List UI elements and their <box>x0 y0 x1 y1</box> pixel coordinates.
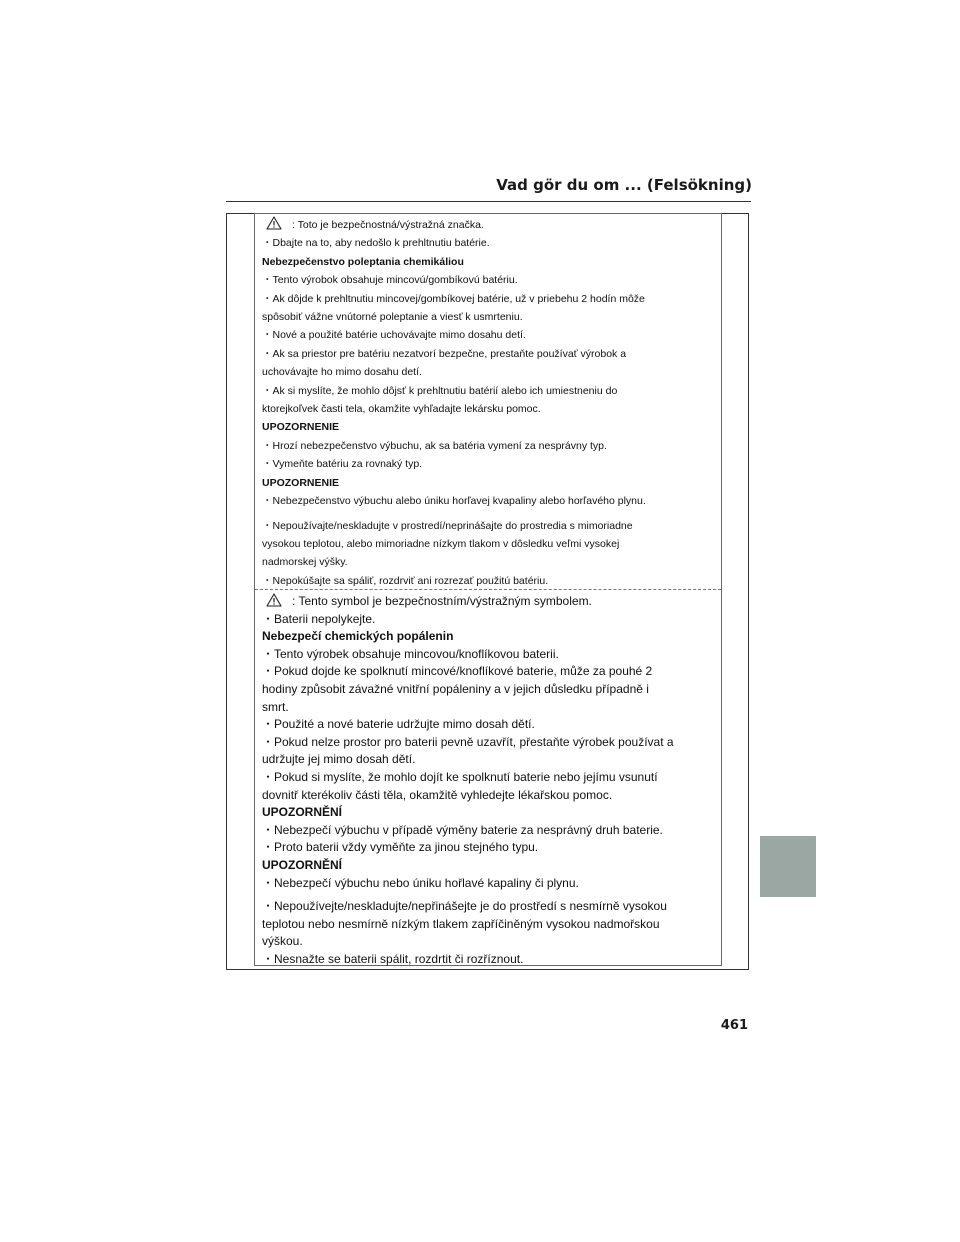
text-line: smrt. <box>262 699 289 714</box>
text-line: ・Nepoužívejte/neskladujte/nepřinášejte je do prostředí s nesmírně vysokou <box>262 899 667 914</box>
section-heading: UPOZORNENIE <box>262 421 340 434</box>
text-line: udržujte jej mimo dosah dětí. <box>262 752 416 767</box>
text-line: ・Pokud nelze prostor pro baterii pevně uzavřít, přestaňte výrobek používat a <box>262 734 674 749</box>
text-line: výškou. <box>262 934 303 949</box>
text-line: spôsobiť vážne vnútorné poleptanie a viesť k usmrteniu. <box>262 311 523 324</box>
czech-lines <box>262 611 714 893</box>
page-number: 461 <box>720 1018 748 1033</box>
text-line: ・Nesnažte se baterii spálit, rozdrtit či rozříznout. <box>262 951 524 966</box>
text-line: ・Tento výrobok obsahuje mincovú/gombíkovú batériu. <box>262 274 518 287</box>
text-line: ・Pokud si myslíte, že mohlo dojít ke spolknutí baterie nebo jejímu vsunutí <box>262 769 658 784</box>
section-heading: Nebezpečí chemických popálenin <box>262 629 454 644</box>
czech-lines-2 <box>262 898 714 968</box>
text-line: ・Ak sa priestor pre batériu nezatvorí bezpečne, prestaňte používať výrobok a <box>262 347 627 360</box>
slovak-warning-row <box>262 216 714 234</box>
slovak-lines-2 <box>262 517 714 591</box>
header-rule <box>226 201 751 202</box>
text-line: ・Nebezpečí výbuchu v případě výměny baterie za nesprávný druh baterie. <box>262 822 663 837</box>
text-line: ・Baterii nepolykejte. <box>262 611 376 626</box>
czech-warning-text: : Tento symbol je bezpečnostním/výstražným symbolem. <box>292 594 592 608</box>
slovak-lines <box>262 234 714 510</box>
text-line: ktorejkoľvek časti tela, okamžite vyhľadajte lekársku pomoc. <box>262 403 541 416</box>
text-line: ・Vymeňte batériu za rovnaký typ. <box>262 458 423 471</box>
text-line: ・Nebezpečí výbuchu nebo úniku hořlavé kapaliny či plynu. <box>262 875 579 890</box>
text-line: ・Nové a použité batérie uchovávajte mimo dosahu detí. <box>262 329 526 342</box>
warning-triangle-icon <box>266 593 282 607</box>
section-heading: Nebezpečenstvo poleptania chemikáliou <box>262 255 464 268</box>
text-line: hodiny způsobit závažné vnitřní popáleniny a v jejich důsledku případně i <box>262 681 649 696</box>
text-line: ・Proto baterii vždy vyměňte za jinou stejného typu. <box>262 840 539 855</box>
text-line: ・Nebezpečenstvo výbuchu alebo úniku horľavej kvapaliny alebo horľavého plynu. <box>262 495 646 508</box>
text-line: ・Pokud dojde ke spolknutí mincové/knoflíkové baterie, může za pouhé 2 <box>262 664 653 679</box>
text-line: ・Tento výrobek obsahuje mincovou/knoflíkovou baterii. <box>262 646 559 661</box>
text-line: ・Nepoužívajte/neskladujte v prostredí/neprinášajte do prostredia s mimoriadne <box>262 519 633 532</box>
text-line: ・Ak dôjde k prehltnutiu mincovej/gombíkovej batérie, už v priebehu 2 hodín môže <box>262 292 645 305</box>
section-heading: UPOZORNENIE <box>262 476 340 489</box>
text-line: ・Dbajte na to, aby nedošlo k prehltnutiu batérie. <box>262 237 490 250</box>
slovak-section <box>262 216 714 590</box>
text-line: nadmorskej výšky. <box>262 556 348 569</box>
section-heading: UPOZORNĚNÍ <box>262 857 343 872</box>
warning-triangle-icon <box>266 216 282 230</box>
text-line: ・Použité a nové baterie udržujte mimo dosah dětí. <box>262 717 535 732</box>
text-line: vysokou teplotou, alebo mimoriadne nízkym tlakom v dôsledku veľmi vysokej <box>262 537 620 550</box>
text-line: ・Nepokúšajte sa spáliť, rozdrviť ani rozrezať použitú batériu. <box>262 574 549 587</box>
text-line: ・Hrozí nebezpečenstvo výbuchu, ak sa batéria vymení za nesprávny typ. <box>262 439 607 452</box>
czech-section <box>262 593 714 968</box>
chapter-side-tab <box>760 836 816 897</box>
czech-warning-row <box>262 593 714 611</box>
section-heading: UPOZORNĚNÍ <box>262 805 343 820</box>
page-header-title: Vad gör du om ... (Felsökning) <box>496 176 752 194</box>
text-line: uchovávajte ho mimo dosahu detí. <box>262 366 422 379</box>
text-line: ・Ak si myslíte, že mohlo dôjsť k prehltnutiu batérií alebo ich umiestneniu do <box>262 384 618 397</box>
text-line: teplotou nebo nesmírně nízkým tlakem zapříčiněným vysokou nadmořskou <box>262 916 660 931</box>
text-line: dovnitř kterékoliv části těla, okamžitě vyhledejte lékařskou pomoc. <box>262 787 613 802</box>
slovak-warning-text: : Toto je bezpečnostná/výstražná značka. <box>292 219 484 231</box>
